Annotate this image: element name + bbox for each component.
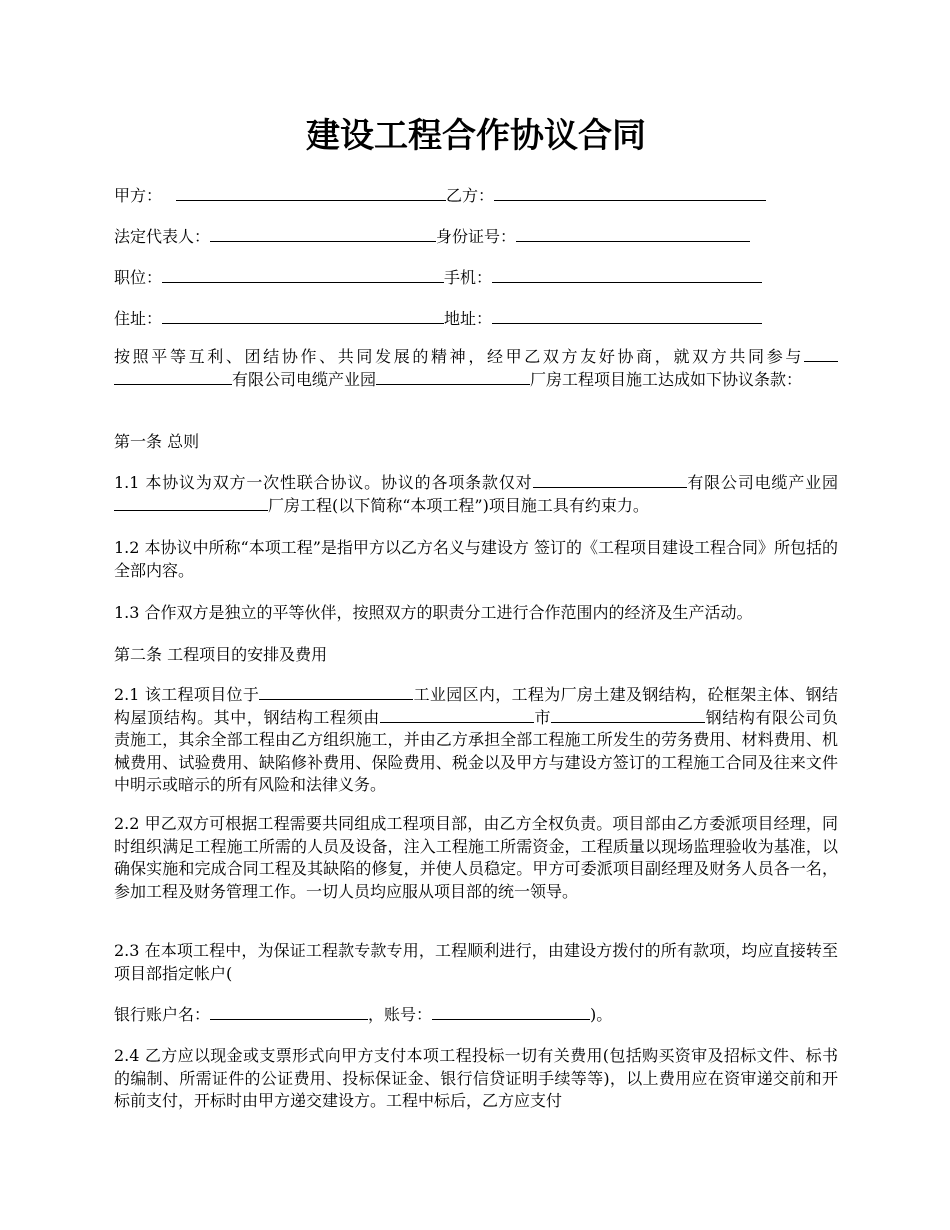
clause-2-2: 2.2 甲乙双方可根据工程需要共同组成工程项目部，由乙方全权负责。项目部由乙方委派项目经理，同时组织满足工程施工所需的人员及设备，注入工程施工所需资金，工程质量以现场监理验收为基准，以确保实施和完成合同工程及其缺陷的修复，并使人员稳定。甲方可委派项目副经理及财务人员各一名，参加工程及财务管理工作。一切人员均应服从项目部的统一领导。 [114,814,838,901]
field-row-position [114,263,838,289]
clause-2-4: 2.4 乙方应以现金或支票形式向甲方支付本项工程投标一切有关费用(包括购买资审及招标文件、标书的编制、所需证件的公证费用、投标保证金、银行信贷证明手续等等)，以上费用应在资审递交前和开标前支付，开标时由甲方递交建设方。工程中标后，乙方应支付 [114,1046,838,1110]
bank-account-row [114,1000,838,1026]
residence-label: 住址： [114,309,163,328]
account-label: ，账号： [368,1005,433,1024]
field-row-address [114,304,838,330]
clause-2-1-text-c: 市 [533,707,552,727]
clause-2-1-blank-3[interactable] [551,707,705,723]
party-b-blank[interactable] [494,181,766,201]
field-row-parties [114,181,838,207]
clause-1-1 [114,472,838,517]
intro-paragraph [114,346,838,391]
position-label: 职位： [114,268,163,287]
account-blank[interactable] [432,1000,590,1020]
clause-1-3: 1.3 合作双方是独立的平等伙伴，按照双方的职责分工进行合作范围内的经济及生产活动。 [114,603,753,622]
position-blank[interactable] [162,263,444,283]
field-row-legal [114,222,838,248]
clause-1-2: 1.2 本协议中所称“本项工程”是指甲方以乙方名义与建设方 签订的《工程项目建设工程合同》所包括的全部内容。 [114,538,838,580]
clause-2-1 [114,684,838,797]
party-a-label: 甲方： [114,186,163,205]
bank-name-label: 银行账户名： [114,1005,211,1024]
id-number-blank[interactable] [516,222,750,242]
clause-2-1-blank-2[interactable] [380,707,534,723]
clause-2-1-text-b: 工业园区内，工程为厂房土建及钢结构，砼框架主体、钢结构屋顶结构。其中，钢结构工程须由 [114,685,838,727]
clause-1-1-blank-2[interactable] [114,495,268,511]
clause-1-1-text-a: 1.1 本协议为双方一次性联合协议。协议的各项条款仅对 [114,473,533,492]
bank-name-blank[interactable] [210,1000,368,1020]
party-a-blank[interactable] [176,181,446,201]
clause-2-1-blank-1[interactable] [259,684,413,700]
clause-1-1-text-b: 有限公司电缆产业园 [686,473,838,492]
clause-2-1-text-d: 钢结构有限公司负责施工，其余全部工程由乙方组织施工，并由乙方承担全部工程施工所发生的劳务费用、材料费用、机械费用、试验费用、缺陷修补费用、保险费用、税金以及甲方与建设方签订的工程施工合同及往来文件中明示或暗示的所有风险和法律义务。 [114,707,838,794]
address-blank[interactable] [492,304,762,324]
intro-text-2: 有限公司电缆产业园 [232,369,377,389]
intro-blank-1[interactable] [804,346,838,362]
legal-rep-label: 法定代表人： [114,227,211,246]
mobile-label: 手机： [444,268,493,287]
clause-2-1-text-a: 2.1 该工程项目位于 [114,685,260,704]
document-title: 建设工程合作协议合同 [306,116,646,156]
intro-blank-2[interactable] [114,369,232,385]
intro-text-3: 厂房工程项目施工达成如下协议条款： [530,369,803,389]
clause-1-1-text-c: 厂房工程(以下简称“本项工程”)项目施工具有约束力。 [268,495,649,515]
article-1-heading: 第一条 总则 [114,432,200,451]
clause-2-3: 2.3 在本项工程中，为保证工程款专款专用，工程顺利进行，由建设方拨付的所有款项，均应直接转至项目部指定帐户( [114,941,838,983]
clause-1-1-blank-1[interactable] [533,472,687,488]
mobile-blank[interactable] [492,263,762,283]
intro-text-1: 按照平等互利、团结协作、共同发展的精神，经甲乙双方友好协商，就双方共同参与 [114,347,804,366]
bank-close: )。 [590,1005,613,1024]
id-number-label: 身份证号： [436,227,517,246]
legal-rep-blank[interactable] [210,222,436,242]
address-label: 地址： [444,309,493,328]
article-2-heading: 第二条 工程项目的安排及费用 [114,645,328,664]
party-b-label: 乙方： [446,186,495,205]
intro-blank-3[interactable] [376,369,530,385]
residence-blank[interactable] [162,304,444,324]
